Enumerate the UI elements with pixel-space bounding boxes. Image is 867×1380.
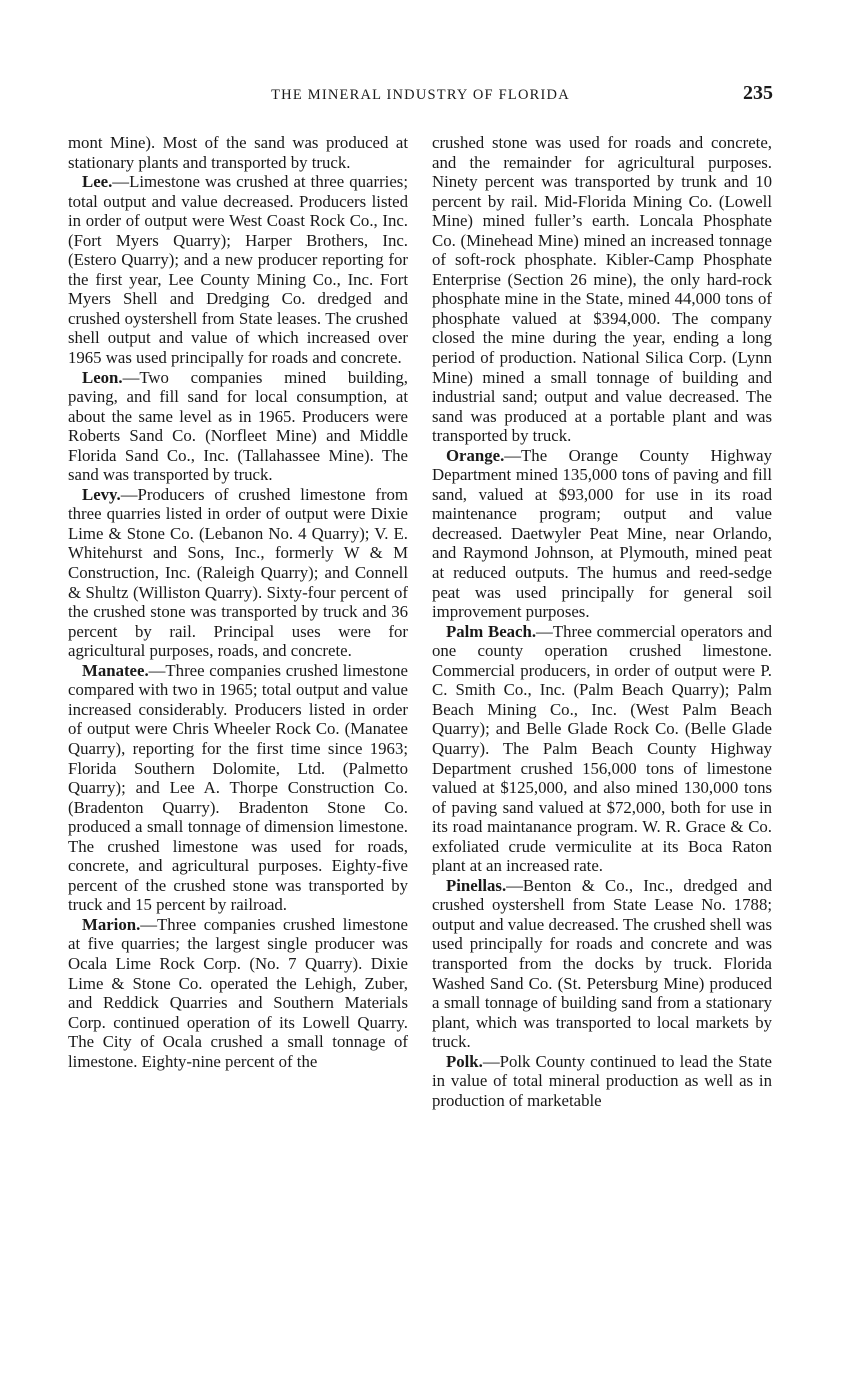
paragraph-leon <box>68 368 408 485</box>
paragraph-text: —Producers of crushed limestone from three quarries listed in order of output were Dixie Lime & Stone Co. (Lebanon No. 4 Quarry); V. E. Whitehurst and Sons, Inc., formerly W & M Construction, Inc. (Raleigh Quarry); and Connell & Shultz (Williston Quarry). Sixty-four percent of the crushed stone was transported by truck and 36 percent by rail. Principal uses were for agricultural purposes, roads, and concrete. <box>68 484 408 661</box>
running-head <box>68 82 773 110</box>
paragraph-marion <box>68 915 408 1071</box>
county-heading: Pinellas. <box>446 875 507 895</box>
county-heading: Orange. <box>446 445 505 465</box>
paragraph-levy <box>68 485 408 661</box>
paragraph-palm-beach <box>432 622 772 876</box>
paragraph-polk <box>432 1052 772 1111</box>
paragraph-text: —Polk County continued to lead the State in value of total mineral production as well as in production of marketable <box>432 1051 772 1110</box>
paragraph-text: crushed stone was used for roads and concrete, and the remainder for agricultural purposes. Ninety percent was transported by trunk and 10 percent by rail. Mid-Florida Mining Co. (Lowell Mine) mined fuller’s earth. Loncala Phosphate Co. (Minehead Mine) mined an increased tonnage of soft-rock phosphate. Kibler-Camp Phosphate Enterprise (Section 26 mine), the only hard-rock phosphate mine in the State, mined 44,000 tons of phosphate valued at $394,000. The company closed the mine during the year, ending a long period of production. National Silica Corp. (Lynn Mine) mined a small tonnage of building and industrial sand; output and value decreased. The sand was produced at a portable plant and was transported by truck. <box>432 133 772 446</box>
county-heading: Levy. <box>82 484 121 504</box>
paragraph-text: mont Mine). Most of the sand was produced at stationary plants and transported by truck. <box>68 133 408 172</box>
paragraph-text: —Three companies crushed limestone at five quarries; the largest single producer was Ocala Lime Rock Corp. (No. 7 Quarry). Dixie Lime & Stone Co. operated the Lehigh, Zuber, and Reddick Quarries and Southern Materials Corp. continued operation of its Lowell Quarry. The City of Ocala crushed a small tonnage of limestone. Eighty-nine percent of the <box>68 914 408 1071</box>
paragraph-manatee <box>68 661 408 915</box>
paragraph-text: —Three companies crushed limestone compared with two in 1965; total output and value increased considerably. Producers listed in order of output were Chris Wheeler Rock Co. (Manatee Quarry), reporting for the first time since 1963; Florida Southern Dolomite, Ltd. (Palmetto Quarry); and Lee A. Thorpe Construction Co. (Bradenton Quarry). Bradenton Stone Co. produced a small tonnage of dimension limestone. The crushed limestone was used for roads, concrete, and agricultural purposes. Eighty-five percent of the crushed stone was transported by truck and 15 percent by railroad. <box>68 660 408 915</box>
paragraph-text: —Two companies mined building, paving, and fill sand for local consumption, at about the same level as in 1965. Producers were Roberts Sand Co. (Norfleet Mine) and Middle Florida Sand Co., Inc. (Tallahassee Mine). The sand was transported by truck. <box>68 367 408 485</box>
paragraph <box>432 133 772 446</box>
page-number: 235 <box>743 82 773 104</box>
paragraph-text: —Three commercial operators and one county operation crushed limestone. Commercial producers, in order of output were P. C. Smith Co., Inc. (Palm Beach Quarry); Palm Beach Mining Co., Inc. (West Palm Beach Quarry); and Belle Glade Rock Co. (Belle Glade Quarry). The Palm Beach County Highway Department crushed 156,000 tons of limestone valued at $125,000, and also mined 130,000 tons of paving sand valued at $72,000, both for use in its road maintanance program. W. R. Grace & Co. exfoliated crude vermiculite at its Boca Raton plant at an increased rate. <box>432 621 772 876</box>
paragraph-lee <box>68 172 408 367</box>
county-heading: Lee. <box>82 172 113 192</box>
county-heading: Marion. <box>82 914 141 934</box>
paragraph-pinellas <box>432 876 772 1052</box>
paragraph-orange <box>432 446 772 622</box>
paragraph-text: —Limestone was crushed at three quarries; total output and value decreased. Producers listed in order of output were West Coast Rock Co., Inc. (Fort Myers Quarry); Harper Brothers, Inc. (Estero Quarry); and a new producer reporting for the first year, Lee County Mining Co., Inc. Fort Myers Shell and Dredging Co. dredged and crushed oystershell from State leases. The crushed shell output and value of which increased over 1965 was used principally for roads and concrete. <box>68 172 408 368</box>
paragraph <box>68 133 408 172</box>
county-heading: Palm Beach. <box>446 621 537 641</box>
county-heading: Manatee. <box>82 660 149 680</box>
county-heading: Polk. <box>446 1051 483 1071</box>
page-header-title: THE MINERAL INDUSTRY OF FLORIDA <box>271 87 570 103</box>
paragraph-text: —Benton & Co., Inc., dredged and crushed oystershell from State Lease No. 1788; output and value decreased. The crushed shell was used principally for roads and concrete and was transported from the docks by truck. Florida Washed Sand Co. (St. Petersburg Mine) produced a small tonnage of building sand from a stationary plant, which was transported to local markets by truck. <box>432 875 772 1052</box>
paragraph-text: —The Orange County Highway Department mined 135,000 tons of paving and fill sand, valued at $93,000 for use in its road maintenance program; output and value decreased. Daetwyler Peat Mine, near Orlando, and Raymond Johnson, at Plymouth, mined peat at reduced outputs. The humus and reed-sedge peat was used principally for general soil improvement purposes. <box>432 445 772 622</box>
left-column <box>68 133 408 1071</box>
county-heading: Leon. <box>82 367 123 387</box>
right-column <box>432 133 772 1110</box>
